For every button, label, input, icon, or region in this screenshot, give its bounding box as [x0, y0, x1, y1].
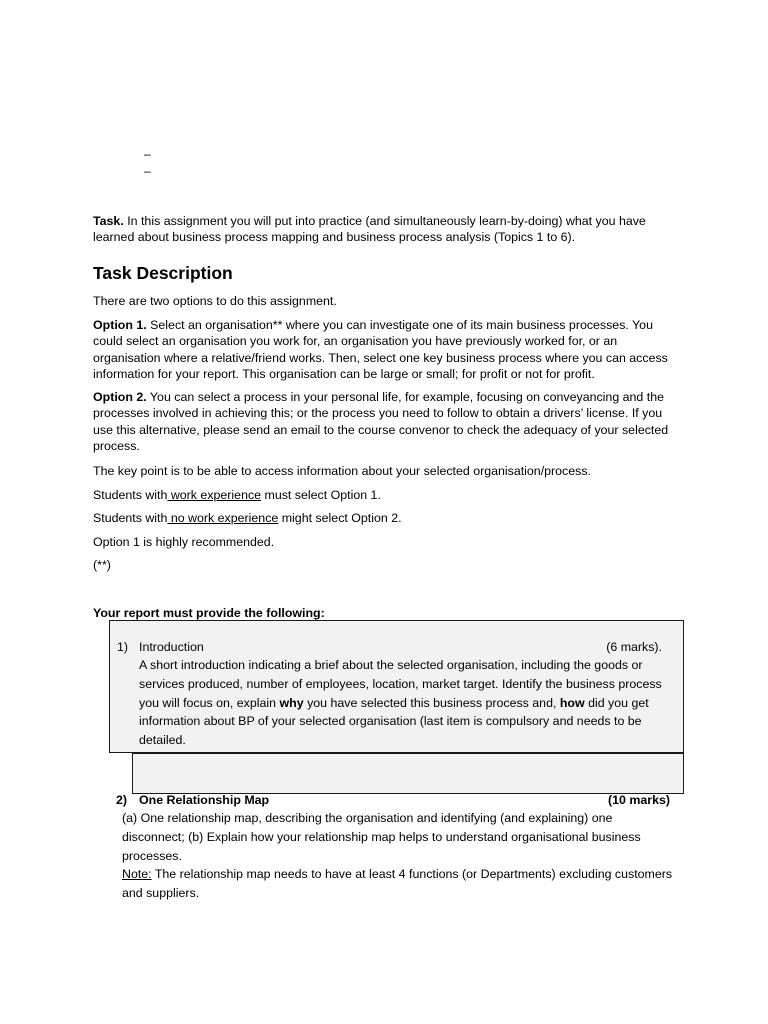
- item-1-marks: (6 marks).: [606, 640, 662, 654]
- students-work-experience: [93, 487, 683, 503]
- task-text: In this assignment you will put into practice (and simultaneously learn-by-doing) what you have learned about business process mapping and business process analysis (Topics 1 to 6).: [93, 214, 646, 245]
- page-title: Task Description: [93, 263, 233, 283]
- item-2-title: One Relationship Map: [139, 793, 270, 807]
- option-2-paragraph: [93, 389, 683, 454]
- item-1-body: [139, 656, 675, 750]
- option-1-label: Option 1.: [93, 318, 147, 332]
- item-2-note-text: The relationship map needs to have at least 4 functions (or Departments) excluding customers and suppliers.: [122, 867, 673, 901]
- students-no-work-after: might select Option 2.: [278, 511, 402, 525]
- students-work-after: must select Option 1.: [261, 488, 381, 502]
- task-label: Task.: [93, 214, 124, 228]
- options-intro: There are two options to do this assignment.: [93, 294, 337, 308]
- students-work-underlined: work experience: [167, 488, 262, 502]
- item-1-bold-how: how: [559, 695, 585, 710]
- item-1-bold-why: why: [279, 695, 304, 710]
- dash-bullet-1: –: [144, 147, 151, 161]
- option-2-text: You can select a process in your personal life, for example, focusing on conveyancing and the processes involved in achieving this; or the process you need to follow to obtain a drivers’ license. If you use this alternative, please send an email to the course convenor to check the adequacy of your selected process.: [93, 390, 669, 453]
- item-1-body-part1: A short introduction indicating a brief about the selected organisation, including the goods or services produced, number of employees, location, market target. Identify the business process you will focus on, explain: [139, 658, 662, 710]
- students-no-work-experience: [93, 510, 683, 526]
- item-1-body-part2: you have selected this business process and,: [303, 695, 560, 710]
- task-paragraph: [93, 213, 683, 246]
- dash-bullet-2: –: [144, 164, 151, 178]
- students-no-work-before: Students with: [93, 511, 168, 525]
- item-1-title: Introduction: [139, 640, 204, 654]
- recommendation: Option 1 is highly recommended.: [93, 535, 275, 549]
- item-2-body: [122, 809, 677, 903]
- item-1-body-part3: did you get information about BP of your selected organisation (last item is compulsory and needs to be detailed.: [139, 695, 649, 748]
- item-1-number: 1): [117, 640, 129, 654]
- item-2-marks: (10 marks): [608, 793, 670, 807]
- option-2-label: Option 2.: [93, 390, 147, 404]
- report-heading: Your report must provide the following:: [93, 606, 325, 620]
- option-1-text: Select an organisation** where you can investigate one of its main business processes. You could select an organisation you work for, an organisation you have previously worked for, or an organisation where a relative/friend works. Then, select one key business process where you can access information for your report. This organisation can be large or small; for profit or not for profit.: [93, 318, 668, 381]
- item-2-number: 2): [116, 793, 128, 807]
- item-2-note-label: Note:: [122, 867, 152, 882]
- empty-box: [132, 753, 684, 794]
- students-work-before: Students with: [93, 488, 168, 502]
- item-2-body-text: (a) One relationship map, describing the organisation and identifying (and explaining) one disconnect; (b) Explain how your relationship map helps to understand organisational business processes.: [122, 811, 641, 863]
- students-no-work-underlined: no work experience: [167, 511, 279, 525]
- key-point: The key point is to be able to access information about your selected organisation/process.: [93, 464, 591, 478]
- option-1-paragraph: [93, 317, 683, 382]
- footnote-marker: (**): [93, 558, 111, 572]
